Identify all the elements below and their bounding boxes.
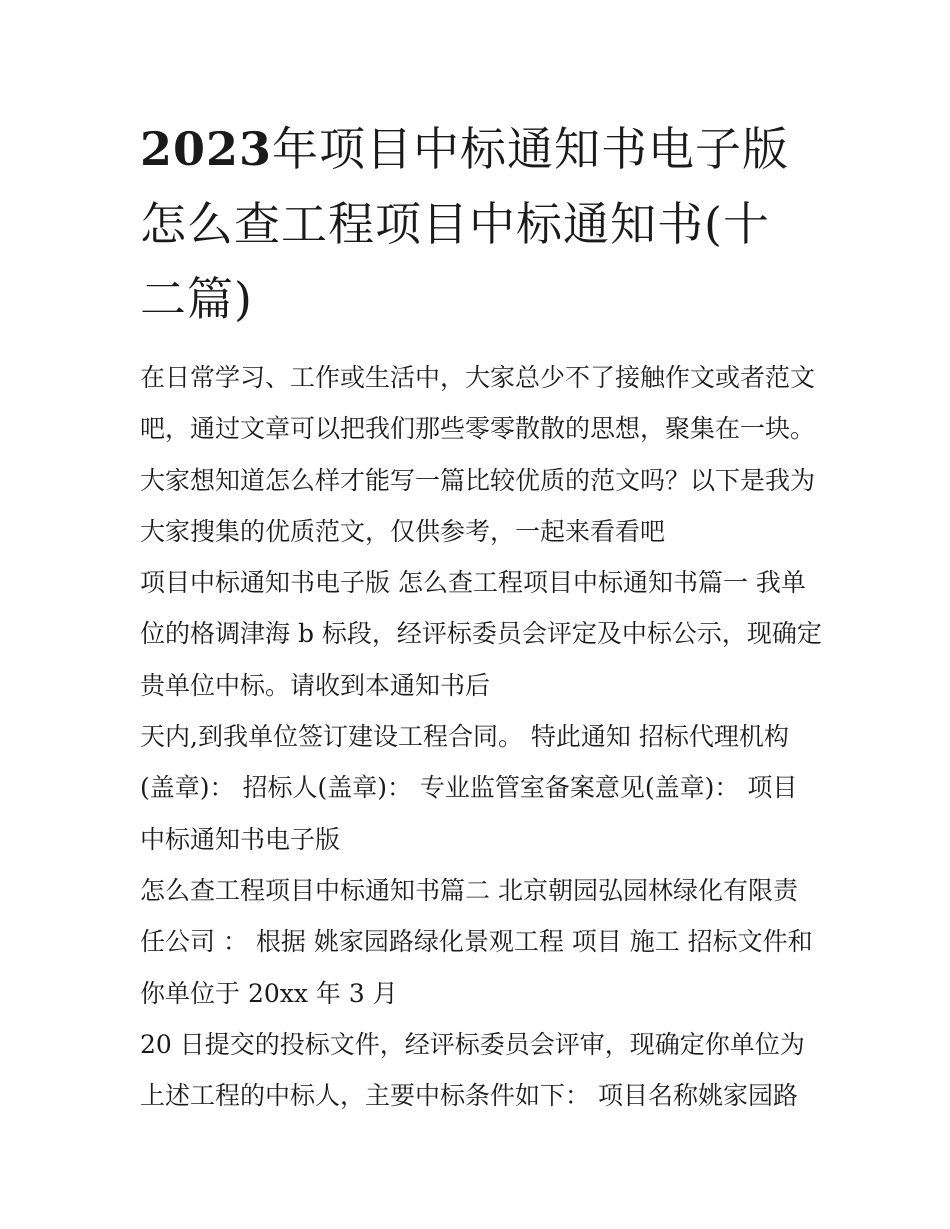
body-line: 上述工程的中标人，主要中标条件如下： 项目名称姚家园路	[140, 1081, 798, 1111]
body-line: 项目中标通知书电子版 怎么查工程项目中标通知书篇一 我单	[140, 568, 806, 598]
title-line-1	[140, 112, 830, 187]
body-line: 位的格调津海 b 标段，经评标委员会评定及中标公示，现确定	[140, 619, 822, 649]
body-line: 怎么查工程项目中标通知书篇二 北京朝园弘园林绿化有限责	[140, 875, 798, 905]
body-line: 吧，通过文章可以把我们那些零零散散的思想，聚集在一块。	[140, 414, 816, 444]
document-body	[140, 352, 840, 1121]
title-line-2: 怎么查工程项目中标通知书(十	[140, 197, 770, 251]
body-line: 任公司 ： 根据 姚家园路绿化景观工程 项目 施工 招标文件和	[140, 927, 813, 957]
body-line: 大家搜集的优质范文，仅供参考，一起来看看吧	[140, 516, 666, 546]
body-line: 中标通知书电子版	[140, 824, 341, 854]
title-line-1-rest: 年项目中标通知书电子版	[272, 122, 790, 176]
body-line: (盖章)： 招标人(盖章)： 专业监管室备案意见(盖章)： 项目	[140, 773, 798, 803]
document-title	[140, 112, 830, 337]
body-line: 20 日提交的投标文件，经评标委员会评审，现确定你单位为	[140, 1029, 805, 1059]
title-line-3: 二篇)	[140, 272, 253, 326]
title-year: 2023	[140, 122, 273, 176]
body-line: 天内,到我单位签订建设工程合同。 特此通知 招标代理机构	[140, 722, 789, 752]
body-line: 大家想知道怎么样才能写一篇比较优质的范文吗？以下是我为	[140, 465, 816, 495]
body-line: 在日常学习、工作或生活中，大家总少不了接触作文或者范文	[140, 363, 816, 392]
body-line: 你单位于 20xx 年 3 月	[140, 978, 398, 1008]
body-line: 贵单位中标。请收到本通知书后	[140, 670, 491, 700]
